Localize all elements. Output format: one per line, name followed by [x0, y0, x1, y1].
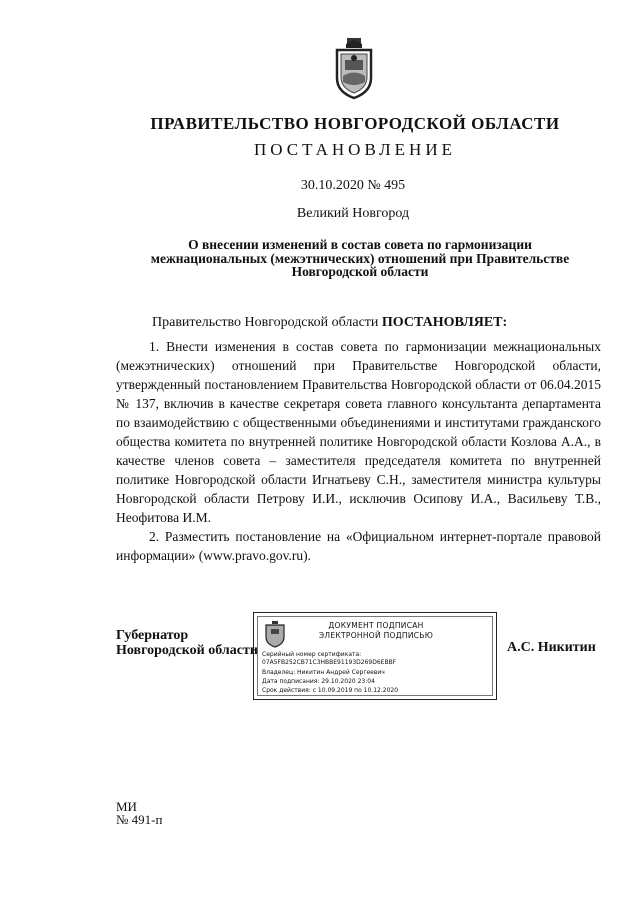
body-item-2: 2. Разместить постановление на «Официальном интернет-портале правовой информации» (www.pravo.gov.ru).: [116, 529, 601, 563]
position-line-2: Новгородской области: [116, 643, 258, 658]
certificate-owner: Владелец: Никитин Андрей Сергеевич: [262, 669, 385, 676]
decree-statement: [152, 315, 507, 331]
document-type: ПОСТАНОВЛЕНИЕ: [253, 140, 456, 159]
document-date-number: 30.10.2020 № 495: [300, 178, 406, 193]
document-subject: [118, 238, 602, 279]
stamp-header: [296, 621, 456, 641]
certificate-validity: Срок действия: с 10.09.2019 по 10.12.2020: [262, 687, 399, 694]
government-title: ПРАВИТЕЛЬСТВО НОВГОРОДСКОЙ ОБЛАСТИ: [150, 114, 560, 133]
document-city: Великий Новгород: [296, 206, 410, 221]
coat-of-arms-emblem: [331, 36, 377, 100]
stamp-emblem-icon: [264, 620, 286, 648]
subject-line-3: Новгородской области: [291, 264, 429, 279]
subject-line-2: межнациональных (межэтнических) отношений при Правительстве: [150, 250, 570, 266]
document-reference: № 491-п: [116, 812, 163, 827]
stamp-header-line-2: ЭЛЕКТРОННОЙ ПОДПИСЬЮ: [318, 631, 434, 640]
document-body: [116, 337, 601, 565]
electronic-signature-stamp: [253, 612, 497, 700]
certificate-number: 07A5FB252CB71C3HBBE91193D269D6EBBF: [262, 659, 397, 666]
signing-date: Дата подписания: 29.10.2020 23:04: [262, 678, 375, 685]
certificate-label: Серийный номер сертификата:: [262, 651, 362, 658]
position-line-1: Губернатор: [116, 628, 189, 643]
stamp-header-line-1: ДОКУМЕНТ ПОДПИСАН: [328, 621, 424, 630]
subject-line-1: О внесении изменений в состав совета по гармонизации: [188, 237, 532, 252]
body-item-1: 1. Внести изменения в состав совета по гармонизации межнациональных (межэтнических) отношений при Правительстве Новгородской области, утвержденный постановлением Правительства Новгородской области от 06.04.2015 № 137, включив в качестве секретаря совета главного консультанта департамента по взаимодействию с общественными объединениями и институтами гражданского общества комитета по внутренней политике Новгородской области Козлова А.А., в качестве членов совета – заместителя председателя комитета по внутренней политике Новгородской области Игнатьеву С.Н., заместителя министра культуры Новгородской области Петрову И.И., исключив Осипову И.А., Васильеву Т.В., Неофитова И.М.: [116, 339, 601, 525]
executor-block: [116, 800, 162, 826]
decree-verb: ПОСТАНОВЛЯЕТ:: [381, 315, 508, 330]
decree-prefix: Правительство Новгородской области: [152, 315, 382, 330]
signer-name: А.С. Никитин: [507, 640, 596, 655]
stamp-inner-frame: [257, 616, 493, 696]
signatory-position: [116, 628, 258, 658]
executor-code: МИ: [116, 799, 137, 814]
